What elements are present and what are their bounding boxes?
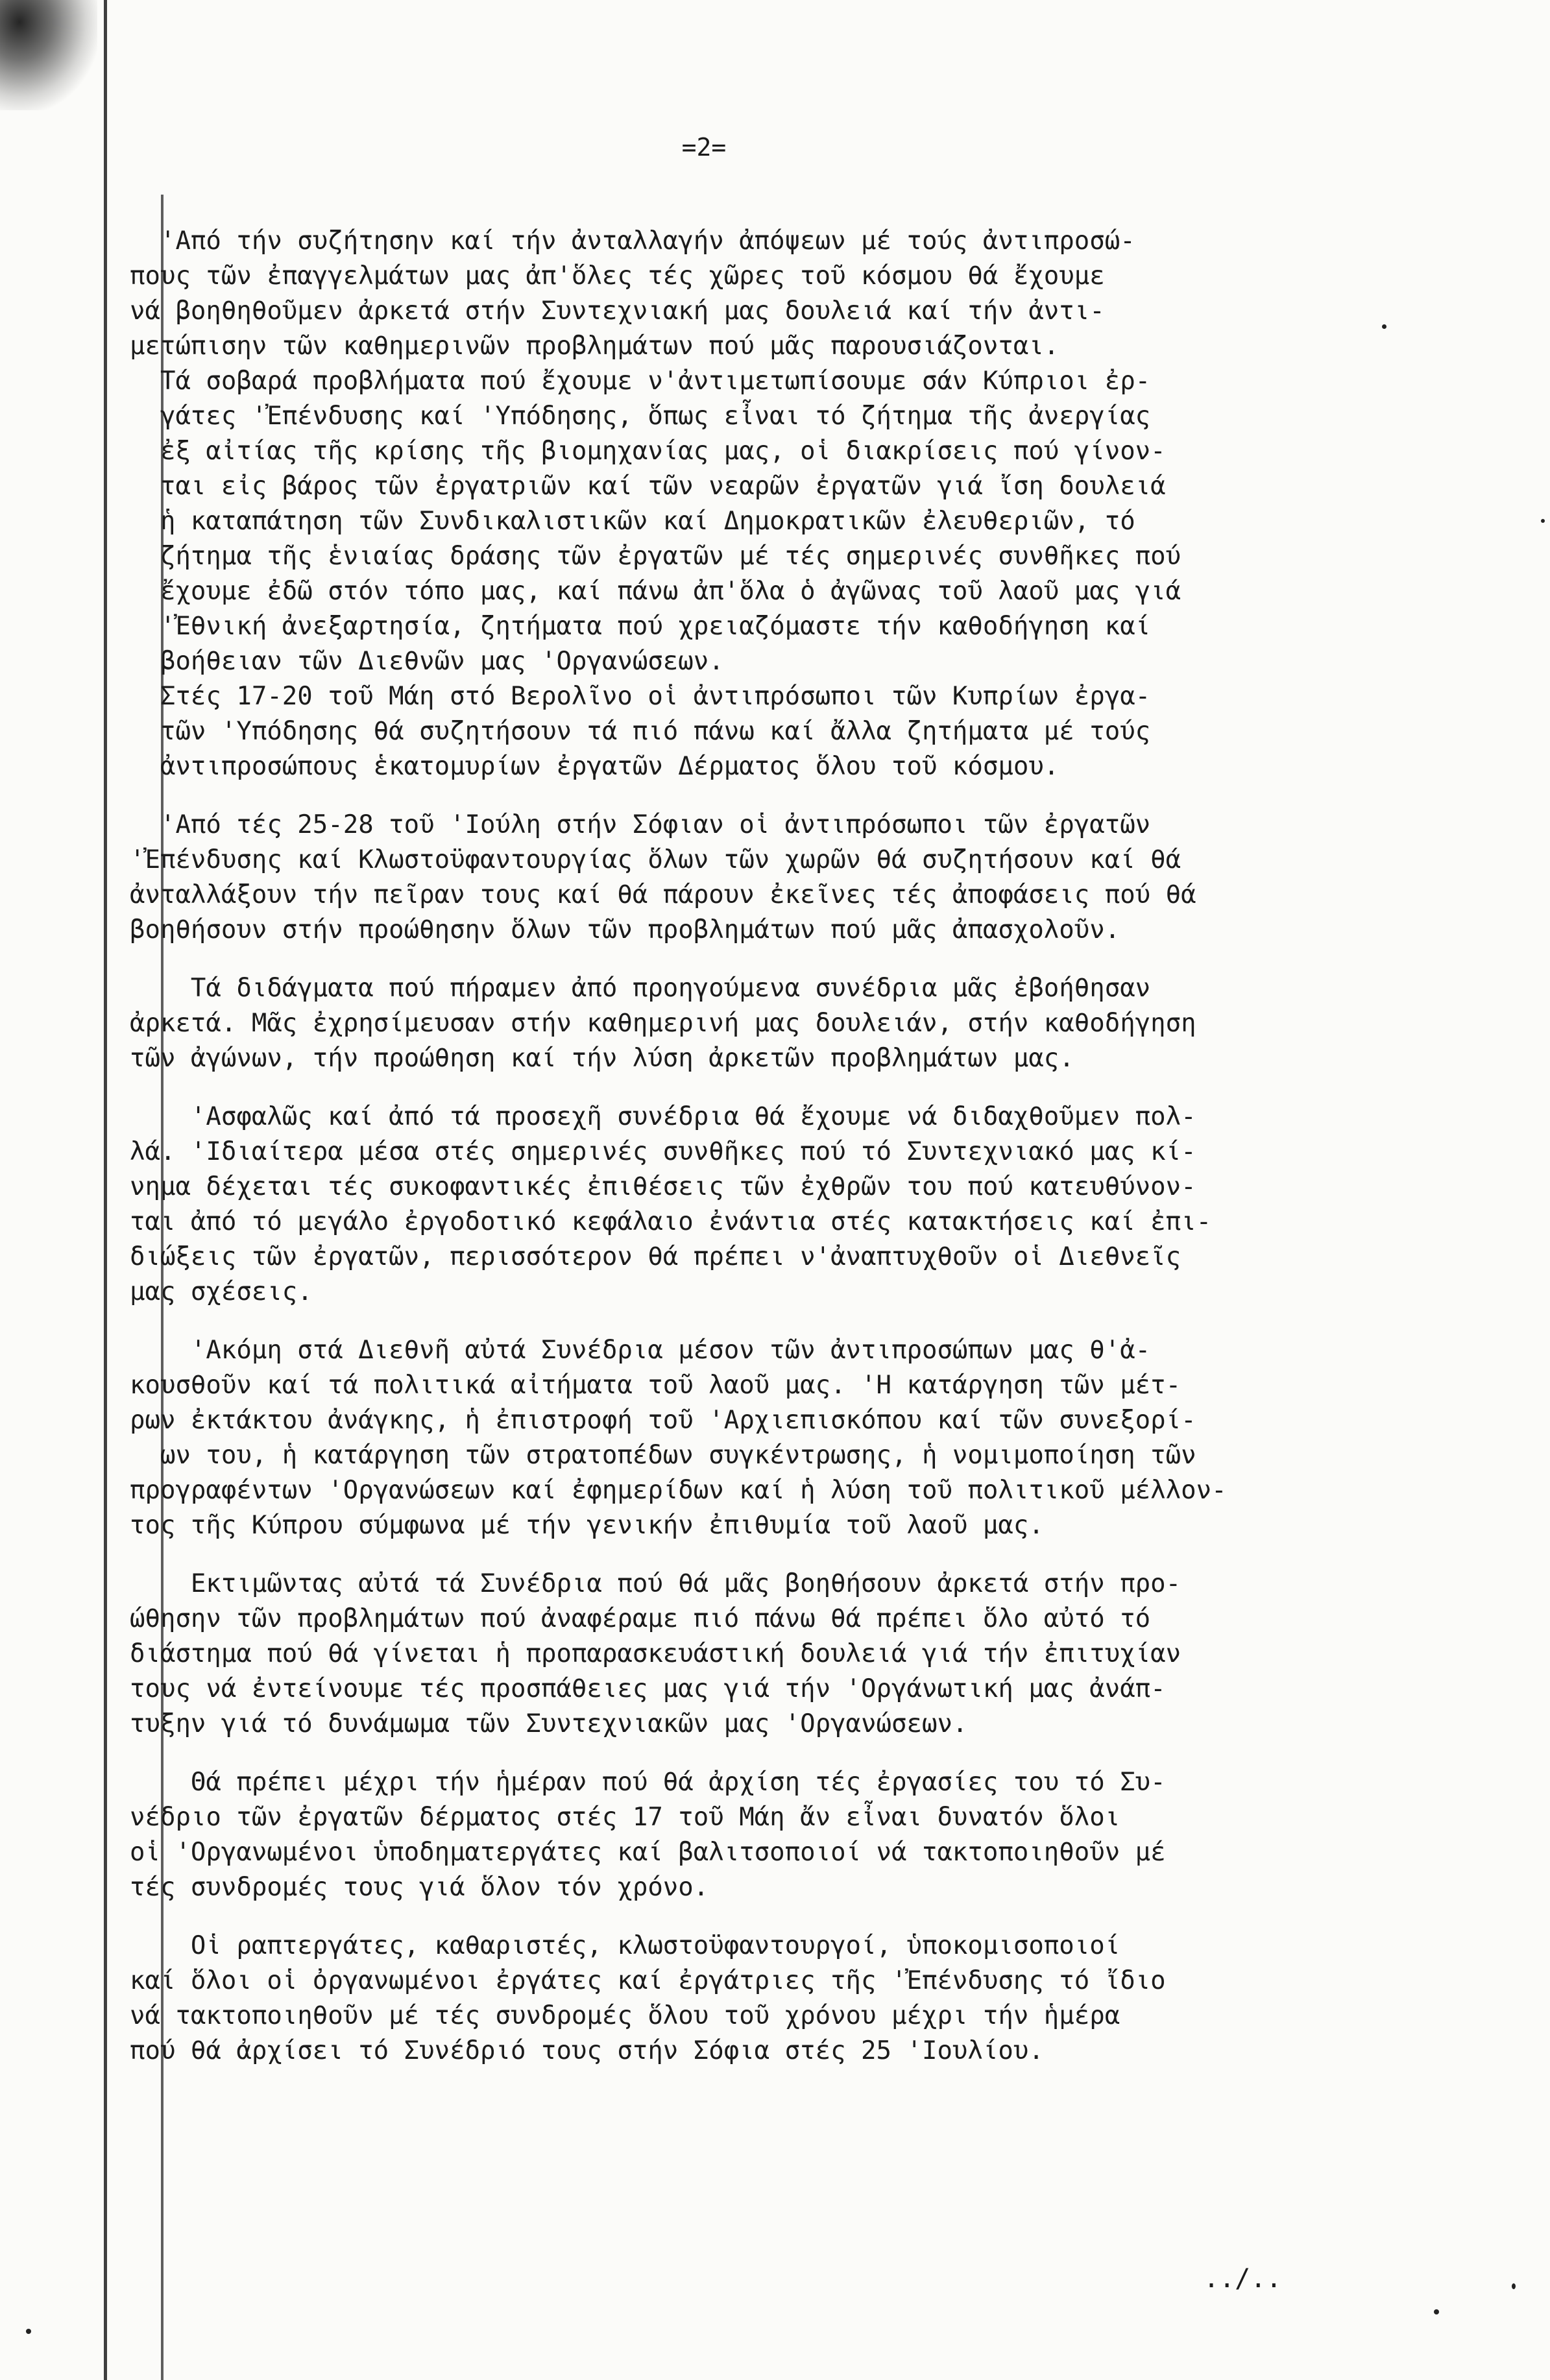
text-line: 'Ἐθνική ἀνεξαρτησία, ζητήματα πού χρειαζόμαστε τήν καθοδήγηση καί xyxy=(130,612,1151,641)
text-line: τους νά ἐντείνουμε τές προσπάθειες μας γιά τήν 'Οργάνωτική μας ἀνάπ- xyxy=(130,1674,1166,1703)
text-line: βοηθήσουν στήν προώθησην ὅλων τῶν προβλημάτων πού μᾶς ἀπασχολοῦν. xyxy=(130,915,1120,944)
text-line: ἀντιπροσώπους ἑκατομυρίων ἐργατῶν Δέρματος ὅλου τοῦ κόσμου. xyxy=(130,752,1060,781)
text-line: 'Ασφαλῶς καί ἀπό τά προσεχῆ συνέδρια θά ἔχουμε νά διδαχθοῦμεν πολ- xyxy=(130,1102,1196,1131)
text-line: διώξεις τῶν ἐργατῶν, περισσότερον θά πρέπει ν'ἀναπτυχθοῦν οἱ Διεθνεῖς xyxy=(130,1242,1181,1271)
text-line: ἀρκετά. Μᾶς ἐχρησίμευσαν στήν καθημερινή μας δουλειάν, στήν καθοδήγηση xyxy=(130,1009,1196,1038)
speck xyxy=(26,2329,31,2334)
text-line: ται εἰς βάρος τῶν ἐργατριῶν καί τῶν νεαρῶν ἐργατῶν γιά ἴση δουλειά xyxy=(130,472,1166,501)
margin-rule-outer xyxy=(104,0,107,2380)
text-line: τυξην γιά τό δυνάμωμα τῶν Συντεχνιακῶν μας 'Οργανώσεων. xyxy=(130,1709,968,1738)
text-line: προγραφέντων 'Οργανώσεων καί ἐφημερίδων καί ἡ λύση τοῦ πολιτικοῦ μέλλον- xyxy=(130,1476,1227,1505)
paragraph-gap xyxy=(130,948,1505,971)
text-line: ἡ καταπάτηση τῶν Συνδικαλιστικῶν καί Δημοκρατικῶν ἐλευθεριῶν, τό xyxy=(130,507,1135,536)
text-line: ται ἀπό τό μεγάλο ἐργοδοτικό κεφάλαιο ἐνάντια στές κατακτήσεις καί ἐπι- xyxy=(130,1207,1212,1236)
continuation-mark: ../.. xyxy=(1204,2264,1282,2294)
text-line: Τά σοβαρά προβλήματα πού ἔχουμε ν'ἀντιμετωπίσουμε σάν Κύπριοι ἐρ- xyxy=(130,367,1151,396)
text-line: γάτες 'Ἐπένδυσης καί 'Υπόδησης, ὅπως εἶναι τό ζήτημα τῆς ἀνεργίας xyxy=(130,402,1151,431)
speck xyxy=(1434,2309,1439,2314)
text-line: Τά διδάγματα πού πήραμεν ἀπό προηγούμενα συνέδρια μᾶς ἐβοήθησαν xyxy=(130,974,1151,1003)
paragraph-gap xyxy=(130,1076,1505,1100)
paragraph xyxy=(130,1333,1505,1543)
paragraph xyxy=(130,1100,1505,1310)
paragraph xyxy=(130,1929,1505,2069)
text-line: ἀνταλλάξουν τήν πεῖραν τους καί θά πάρουν ἐκεῖνες τές ἀποφάσεις πού θά xyxy=(130,880,1196,909)
text-line: πους τῶν ἐπαγγελμάτων μας ἀπ'ὅλες τές χῶρες τοῦ κόσμου θά ἔχουμε xyxy=(130,261,1105,291)
paragraph xyxy=(130,1567,1505,1742)
speck xyxy=(1382,324,1387,329)
text-line: μας σχέσεις. xyxy=(130,1277,313,1306)
text-line: κουσθοῦν καί τά πολιτικά αἰτήματα τοῦ λαοῦ μας. 'Η κατάργηση τῶν μέτ- xyxy=(130,1371,1181,1400)
text-line: 'Ἐπένδυσης καί Κλωστοϋφαντουργίας ὅλων τῶν χωρῶν θά συζητήσουν καί θά xyxy=(130,845,1181,874)
speck xyxy=(1512,2283,1516,2289)
text-line: 'Από τές 25-28 τοῦ 'Ιούλη στήν Σόφιαν οἱ ἀντιπρόσωποι τῶν ἐργατῶν xyxy=(130,810,1151,839)
text-line: λά. 'Ιδιαίτερα μέσα στές σημερινές συνθῆκες πού τό Συντεχνιακό μας κί- xyxy=(130,1137,1196,1166)
text-line: βοήθειαν τῶν Διεθνῶν μας 'Οργανώσεων. xyxy=(130,647,724,676)
text-line: οἱ 'Οργανωμένοι ὑποδηματεργάτες καί βαλιτσοποιοί νά τακτοποιηθοῦν μέ xyxy=(130,1838,1166,1867)
text-line: ζήτημα τῆς ἑνιαίας δράσης τῶν ἐργατῶν μέ τές σημερινές συνθῆκες πού xyxy=(130,542,1181,571)
body-text xyxy=(130,224,1505,2069)
text-line: τῶν 'Υπόδησης θά συζητήσουν τά πιό πάνω καί ἄλλα ζητήματα μέ τούς xyxy=(130,717,1151,746)
text-line: ώθησην τῶν προβλημάτων πού ἀναφέραμε πιό πάνω θά πρέπει ὅλο αὐτό τό xyxy=(130,1604,1151,1633)
text-line: καί ὅλοι οἱ ὀργανωμένοι ἐργάτες καί ἐργάτριες τῆς 'Ἐπένδυσης τό ἴδιο xyxy=(130,1966,1166,1995)
text-line: νά βοηθηθοῦμεν ἀρκετά στήν Συντεχνιακή μας δουλειά καί τήν ἀντι- xyxy=(130,296,1105,326)
paragraph-gap xyxy=(130,1310,1505,1333)
text-line: 'Ακόμη στά Διεθνῆ αὐτά Συνέδρια μέσον τῶν ἀντιπροσώπων μας θ'ἀ- xyxy=(130,1336,1151,1365)
text-line: τῶν ἀγώνων, τήν προώθηση καί τήν λύση ἀρκετῶν προβλημάτων μας. xyxy=(130,1044,1074,1073)
text-line: τος τῆς Κύπρου σύμφωνα μέ τήν γενικήν ἐπιθυμία τοῦ λαοῦ μας. xyxy=(130,1511,1044,1540)
paragraph xyxy=(130,808,1505,948)
text-line: Εκτιμῶντας αὐτά τά Συνέδρια πού θά μᾶς βοηθήσουν ἀρκετά στήν προ- xyxy=(130,1569,1181,1598)
text-line: Θά πρέπει μέχρι τήν ἡμέραν πού θά ἀρχίση τές ἐργασίες του τό Συ- xyxy=(130,1768,1166,1797)
text-line: νέδριο τῶν ἐργατῶν δέρματος στές 17 τοῦ Μάη ἄν εἶναι δυνατόν ὅλοι xyxy=(130,1803,1120,1832)
text-line: νά τακτοποιηθοῦν μέ τές συνδρομές ὅλου τοῦ χρόνου μέχρι τήν ἡμέρα xyxy=(130,2001,1120,2030)
speck xyxy=(1541,519,1545,523)
paragraph-gap xyxy=(130,784,1505,808)
text-line: Στές 17-20 τοῦ Μάη στό Βερολῖνο οἱ ἀντιπρόσωποι τῶν Κυπρίων ἐργα- xyxy=(130,682,1151,711)
text-line: Οἱ ραπτεργάτες, καθαριστές, κλωστοϋφαντουργοί, ὑποκομισοποιοί xyxy=(130,1931,1120,1960)
paragraph xyxy=(130,971,1505,1076)
text-line: τές συνδρομές τους γιά ὅλον τόν χρόνο. xyxy=(130,1873,709,1902)
paragraph xyxy=(130,1765,1505,1905)
text-line: ων του, ἡ κατάργηση τῶν στρατοπέδων συγκέντρωσης, ἡ νομιμοποίηση τῶν xyxy=(130,1441,1196,1470)
page-number: =2= xyxy=(681,133,727,162)
paragraph-gap xyxy=(130,1543,1505,1567)
text-line: ἐξ αἰτίας τῆς κρίσης τῆς βιομηχανίας μας, οἱ διακρίσεις πού γίνον- xyxy=(130,437,1166,466)
text-line: μετώπισην τῶν καθημερινῶν προβλημάτων πού μᾶς παρουσιάζονται. xyxy=(130,331,1060,361)
text-line: 'Από τήν συζήτησην καί τήν ἀνταλλαγήν ἀπόψεων μέ τούς ἀντιπροσώ- xyxy=(130,226,1135,256)
text-line: νημα δέχεται τές συκοφαντικές ἐπιθέσεις τῶν ἐχθρῶν του πού κατευθύνον- xyxy=(130,1172,1196,1201)
text-line: πού θά ἀρχίσει τό Συνέδριό τους στήν Σόφια στές 25 'Ιουλίου. xyxy=(130,2036,1044,2065)
text-line: ρων ἐκτάκτου ἀνάγκης, ἡ ἐπιστροφή τοῦ 'Αρχιεπισκόπου καί τῶν συνεξορί- xyxy=(130,1406,1196,1435)
paragraph-gap xyxy=(130,1742,1505,1765)
paragraph xyxy=(130,224,1505,784)
text-line: ἔχουμε ἐδῶ στόν τόπο μας, καί πάνω ἀπ'ὅλα ὁ ἀγῶνας τοῦ λαοῦ μας γιά xyxy=(130,577,1181,606)
text-line: διάστημα πού θά γίνεται ἡ προπαρασκευάστική δουλειά γιά τήν ἐπιτυχίαν xyxy=(130,1639,1181,1668)
ink-smudge xyxy=(0,0,97,110)
paragraph-gap xyxy=(130,1905,1505,1929)
